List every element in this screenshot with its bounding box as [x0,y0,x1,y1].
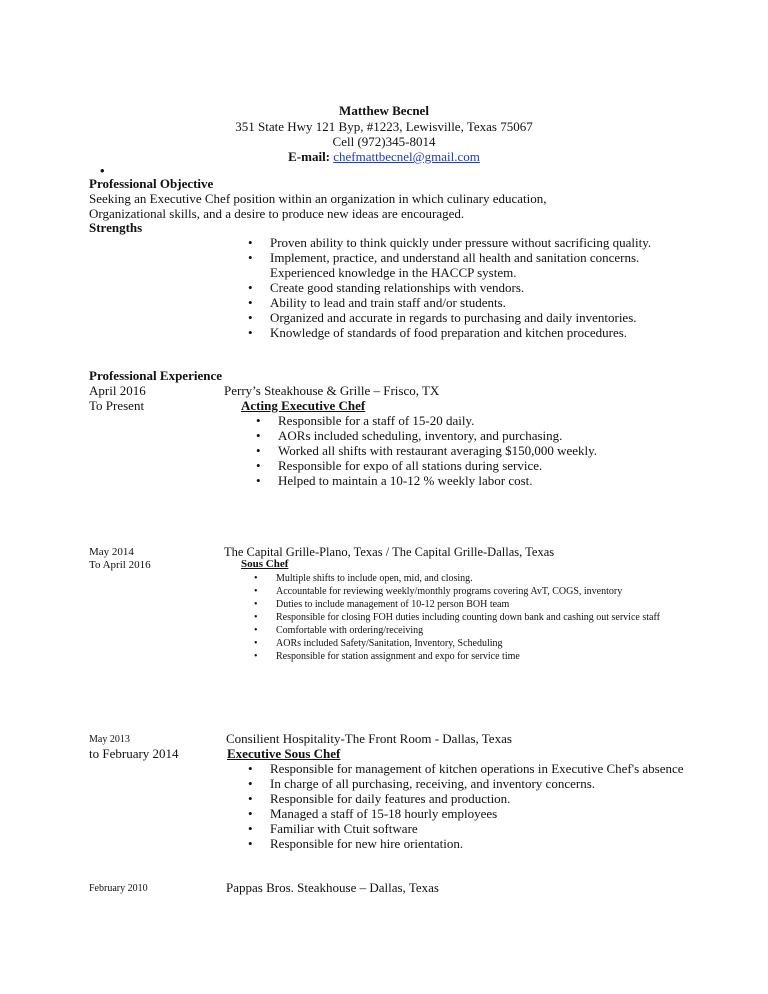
job-duties-list [240,761,695,851]
job-title: Acting Executive Chef [241,398,366,413]
job-date-from: May 2014 [89,546,134,558]
email-line [0,149,768,164]
list-item: • AORs included Safety/Sanitation, Inventory, Scheduling [246,637,686,650]
job-title: Executive Sous Chef [227,746,341,761]
list-item: • Responsible for expo of all stations during service. [248,458,708,473]
stray-bullet: • [100,163,105,178]
job-employer: Pappas Bros. Steakhouse – Dallas, Texas [226,880,439,895]
list-item: • Managed a staff of 15-18 hourly employees [240,806,695,821]
cell-phone: Cell (972)345-8014 [332,134,436,149]
list-item: • Responsible for daily features and production. [240,791,695,806]
job-date-to: To Present [89,398,145,413]
email-label: E-mail: [288,149,331,164]
list-item: • Responsible for closing FOH duties including counting down bank and cashing out service staff [246,611,686,624]
objective-line-1: Seeking an Executive Chef position within an organization in which culinary education, [89,191,547,206]
job-date-from: May 2013 [89,734,130,745]
list-item: • In charge of all purchasing, receiving, and inventory concerns. [240,776,695,791]
job-employer: Perry’s Steakhouse & Grille – Frisco, TX [224,383,440,398]
email-link[interactable]: chefmattbecnel@gmail.com [333,149,480,164]
job-date-from: February 2010 [89,883,148,894]
job-duties-list [248,413,708,488]
list-item: • Helped to maintain a 10-12 % weekly labor cost. [248,473,708,488]
experience-heading: Professional Experience [89,368,222,383]
list-item: • Responsible for management of kitchen operations in Executive Chef's absence [240,761,695,776]
list-item: • Multiple shifts to include open, mid, and closing. [246,572,686,585]
address: 351 State Hwy 121 Byp, #1223, Lewisville, Texas 75067 [235,119,533,134]
list-item: • Familiar with Ctuit software [240,821,695,836]
list-item: • Knowledge of standards of food preparation and kitchen procedures. [240,325,690,340]
list-item: • Accountable for reviewing weekly/monthly programs covering AvT, COGS, inventory [246,585,686,598]
list-item: • Proven ability to think quickly under pressure without sacrificing quality. [240,235,690,250]
list-item: • Responsible for new hire orientation. [240,836,695,851]
objective-line-2: Organizational skills, and a desire to produce new ideas are encouraged. [89,206,465,221]
job-date-to: To April 2016 [89,559,151,571]
candidate-name: Matthew Becnel [339,103,429,118]
list-item: • Implement, practice, and understand all health and sanitation concerns. Experienced knowledge in the HACCP system. [240,250,690,280]
job-employer: Consilient Hospitality-The Front Room - Dallas, Texas [226,731,512,746]
strengths-list [240,235,690,340]
list-item: • Worked all shifts with restaurant averaging $150,000 weekly. [248,443,708,458]
job-duties-list [246,572,686,663]
list-item: • Create good standing relationships with vendors. [240,280,690,295]
job-title: Sous Chef [241,558,289,570]
objective-heading: Professional Objective [89,176,214,191]
job-employer: The Capital Grille-Plano, Texas / The Capital Grille-Dallas, Texas [224,545,555,559]
list-item: • Comfortable with ordering/receiving [246,624,686,637]
list-item: • Ability to lead and train staff and/or students. [240,295,690,310]
strengths-heading: Strengths [89,220,143,235]
list-item: • AORs included scheduling, inventory, and purchasing. [248,428,708,443]
list-item: • Duties to include management of 10-12 person BOH team [246,598,686,611]
list-item: • Responsible for a staff of 15-20 daily. [248,413,708,428]
job-date-to: to February 2014 [89,746,179,761]
list-item: • Responsible for station assignment and expo for service time [246,650,686,663]
list-item: • Organized and accurate in regards to purchasing and daily inventories. [240,310,690,325]
job-date-from: April 2016 [89,383,146,398]
